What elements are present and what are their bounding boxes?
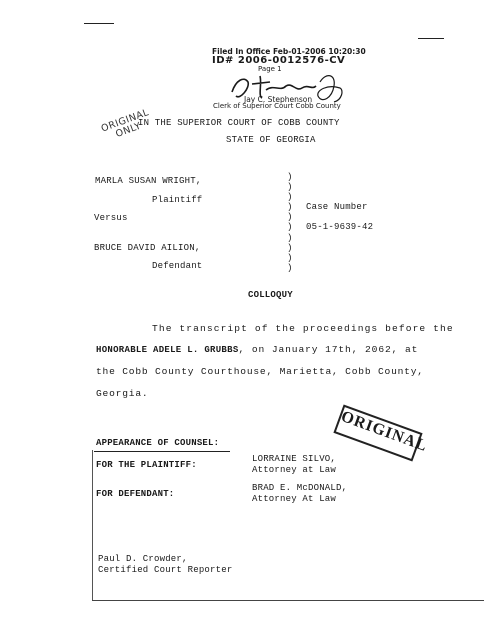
court-state: STATE OF GEORGIA	[226, 135, 316, 145]
colloquy-heading: COLLOQUY	[248, 290, 293, 300]
defendant-name: BRUCE DAVID AILION,	[94, 243, 201, 253]
filed-in-office-line: Filed In Office Feb-01-2006 10:20:30	[212, 47, 366, 56]
clerk-name: Jay C. Stephenson	[244, 95, 313, 104]
original-only-text: ORIGINAL ONLY	[99, 107, 151, 140]
judge-name: HONORABLE ADELE L. GRUBBS	[96, 345, 239, 355]
top-right-mark	[418, 38, 444, 39]
case-number-label: Case Number	[306, 202, 368, 212]
reporter-title: Certified Court Reporter	[98, 565, 233, 575]
original-stamp-text: ORIGINAL	[338, 408, 430, 456]
case-number-value: 05-1-9639-42	[306, 222, 374, 232]
filing-id-line: ID# 2006-0012576-CV	[212, 55, 346, 66]
body-line-1: The transcript of the proceedings before the	[152, 323, 454, 334]
for-defendant-label: FOR DEFENDANT:	[96, 489, 175, 499]
defendant-role: Defendant	[152, 261, 203, 271]
defendant-attorney-name: BRAD E. McDONALD,	[252, 483, 348, 493]
court-title: IN THE SUPERIOR COURT OF COBB COUNTY	[138, 118, 340, 128]
body-line-2	[96, 344, 418, 355]
reporter-name: Paul D. Crowder,	[98, 554, 188, 564]
filing-page-line: Page 1	[258, 65, 282, 73]
plaintiff-attorney-title: Attorney at Law	[252, 465, 337, 475]
top-left-mark	[84, 23, 114, 24]
left-margin-line	[92, 450, 93, 600]
hearing-date: , on January 17th, 2062, at	[238, 344, 419, 355]
defendant-attorney-title: Attorney At Law	[252, 494, 337, 504]
plaintiff-attorney-name: LORRAINE SILVO,	[252, 454, 337, 464]
plaintiff-name: MARLA SUSAN WRIGHT,	[95, 176, 202, 186]
original-stamp	[333, 405, 430, 462]
caption-divider: ) ) ) ) ) ) ) ) ) )	[287, 172, 293, 273]
bottom-rule	[92, 600, 484, 601]
appearance-rule	[94, 451, 230, 452]
body-line-4: Georgia.	[96, 388, 149, 399]
plaintiff-role: Plaintiff	[152, 195, 203, 205]
clerk-title: Clerk of Superior Court Cobb County	[213, 102, 341, 110]
body-line-3: the Cobb County Courthouse, Marietta, Cobb County,	[96, 366, 424, 377]
versus-label: Versus	[94, 213, 128, 223]
appearance-heading: APPEARANCE OF COUNSEL:	[96, 438, 220, 448]
for-plaintiff-label: FOR THE PLAINTIFF:	[96, 460, 197, 470]
